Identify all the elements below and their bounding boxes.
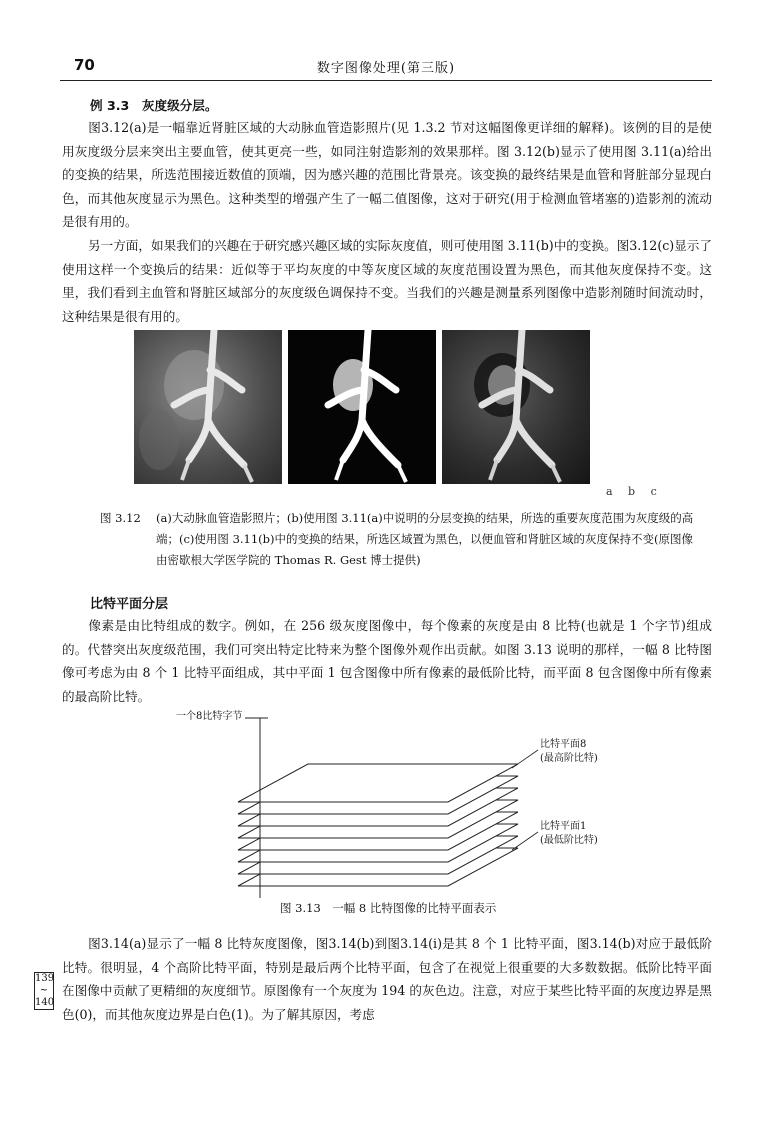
figure-3-12-caption-text: (a)大动脉血管造影照片；(b)使用图 3.11(a)中说明的分层变换的结果，所选的重要灰度范围为灰度级的高端；(c)使用图 3.11(b)中的变换的结果，所选区域置为黑色，以便血管和肾脏区域的灰度保持不变(原图像由密歇根大学医学院的 Thomas R. Gest 博士提供) [156,511,694,567]
page-header [60,50,712,81]
bitplane-paragraph-1-text: 像素是由比特组成的数字。例如，在 256 级灰度图像中，每个像素的灰度是由 8 比特(也就是 1 个字节)组成的。代替突出灰度级范围，我们可突出特定比特来为整个图像外观作出贡献。如图 3.13 说明的那样，一幅 8 比特图像可考虑为由 8 个 1 比特平面组成，其中平面 1 包含图像中所有像素的最低阶比特，而平面 8 包含图像中所有像素的最高阶比特。 [62,618,712,704]
angiogram-image-c [442,330,590,484]
plane8-sub-text: (最高阶比特) [540,753,598,764]
panel-labels: a b c [606,485,663,498]
figure-3-13-diagram [160,708,640,908]
plane8-label [540,738,598,766]
example-paragraph-1-text: 图3.12(a)是一幅靠近肾脏区域的大动脉血管造影照片(见 1.3.2 节对这幅图像更详细的解释)。该例的目的是使用灰度级分层来突出主要血管，使其更亮一些，如同注射造影剂的效果那样。图 3.12(b)显示了使用图 3.11(a)给出的变换的结果，所选范围接近数值的顶端，因为感兴趣的范围比背景亮。该变换的最终结果是血管和肾脏部分显现白色，而其他灰度显示为黑色。这种类型的增强产生了一幅二值图像，这对于研究(用于检测血管堵塞的)造影剂的流动是很有用的。 [62,120,712,229]
angiogram-panel-b [288,330,436,484]
example-paragraph-2-text: 另一方面，如果我们的兴趣在于研究感兴趣区域的实际灰度值，则可使用图 3.11(b)中的变换。图3.12(c)显示了使用这样一个变换后的结果：近似等于平均灰度的中等灰度区域的灰度范围设置为黑色，而其他灰度保持不变。这里，我们看到主血管和肾脏区域部分的灰度级色调保持不变。当我们的兴趣是测量系列图像中造影剂随时间流动时，这种结果是很有用的。 [62,238,712,324]
angiogram-image-a [134,330,282,484]
example-paragraph-1 [62,116,712,234]
plane1-label-text: 比特平面1 [540,821,587,832]
section-title: 比特平面分层 [90,597,169,612]
plane8-label-text: 比特平面8 [540,739,587,750]
margin-page-bottom: 140 [35,997,55,1008]
plane1-sub-text: (最低阶比特) [540,835,598,846]
angiogram-panel-c [442,330,590,484]
bitplane-paragraph-2-text: 图3.14(a)显示了一幅 8 比特灰度图像，图3.14(b)到图3.14(i)是其 8 个 1 比特平面，图3.14(b)对应于最低阶比特。很明显，4 个高阶比特平面，特别是最后两个比特平面，包含了在视觉上很重要的大多数数据。低阶比特平面在图像中贡献了更精细的灰度细节。原图像有一个灰度为 194 的灰色边。注意，对应于某些比特平面的灰度边界是黑色(0)，而其他灰度边界是白色(1)。为了解其原因，考虑 [62,936,712,1022]
figure-3-13-caption: 图 3.13 一幅 8 比特图像的比特平面表示 [280,901,497,915]
figure-3-12-images [134,330,594,484]
example-title: 例 3.3 灰度级分层。 [90,98,218,113]
example-paragraph-2 [62,234,712,328]
angiogram-image-b [288,330,436,484]
bitplane-paragraph-1 [62,614,712,708]
angiogram-panel-a [134,330,282,484]
figure-3-12-caption-number: 图 3.12 [100,511,141,525]
margin-page-top: 139 [35,973,55,984]
margin-page-sep: ~ [39,985,49,996]
bitplane-paragraph-2 [62,932,712,1026]
page-number: 70 [74,56,95,74]
plane1-label [540,820,598,848]
margin-page-reference [34,972,54,1010]
byte-label: 一个8比特字节 [176,711,243,722]
running-title: 数字图像处理(第三版) [316,61,456,76]
